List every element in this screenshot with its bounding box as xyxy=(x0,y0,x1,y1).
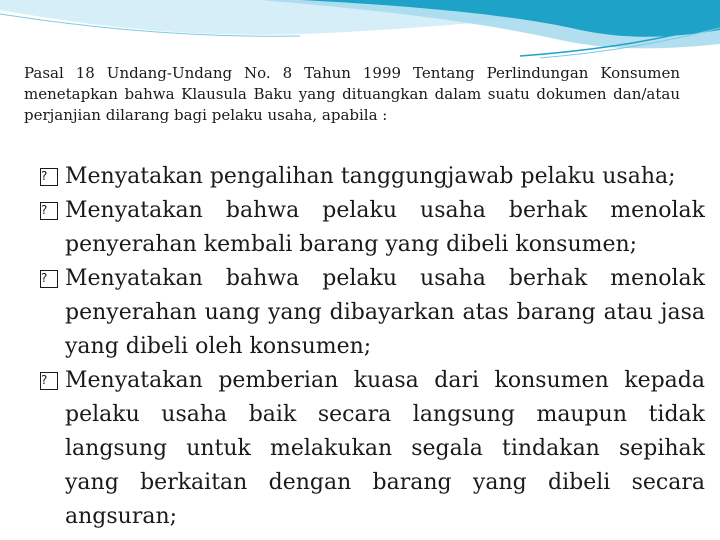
list-item-text: Menyatakan bahwa pelaku usaha berhak menolak penyerahan uang yang dibayarkan atas barang atau jasa yang dibeli oleh konsumen; xyxy=(65,266,705,359)
list-item-text: Menyatakan pemberian kuasa dari konsumen kepada pelaku usaha baik secara langsung maupun tidak langsung untuk melakukan segala tindakan sepihak yang berkaitan dengan barang yang dibeli secara angsuran; xyxy=(65,368,705,529)
missing-glyph-icon: ? xyxy=(40,202,58,220)
missing-glyph-icon: ? xyxy=(40,372,58,390)
missing-glyph-icon: ? xyxy=(40,168,58,186)
bullet-list xyxy=(40,160,705,534)
list-item-text: Menyatakan bahwa pelaku usaha berhak menolak penyerahan kembali barang yang dibeli konsumen; xyxy=(65,198,705,257)
list-item xyxy=(40,262,705,364)
intro-paragraph: Pasal 18 Undang-Undang No. 8 Tahun 1999 Tentang Perlindungan Konsumen menetapkan bahwa Klausula Baku yang dituangkan dalam suatu dokumen dan/atau perjanjian dilarang bagi pelaku usaha, apabila : xyxy=(24,64,680,124)
list-item xyxy=(40,194,705,262)
missing-glyph-icon: ? xyxy=(40,270,58,288)
list-item xyxy=(40,160,705,194)
header-wave-decoration xyxy=(0,0,720,60)
list-item-text: Menyatakan pengalihan tanggungjawab pelaku usaha; xyxy=(65,164,676,189)
list-item xyxy=(40,364,705,534)
